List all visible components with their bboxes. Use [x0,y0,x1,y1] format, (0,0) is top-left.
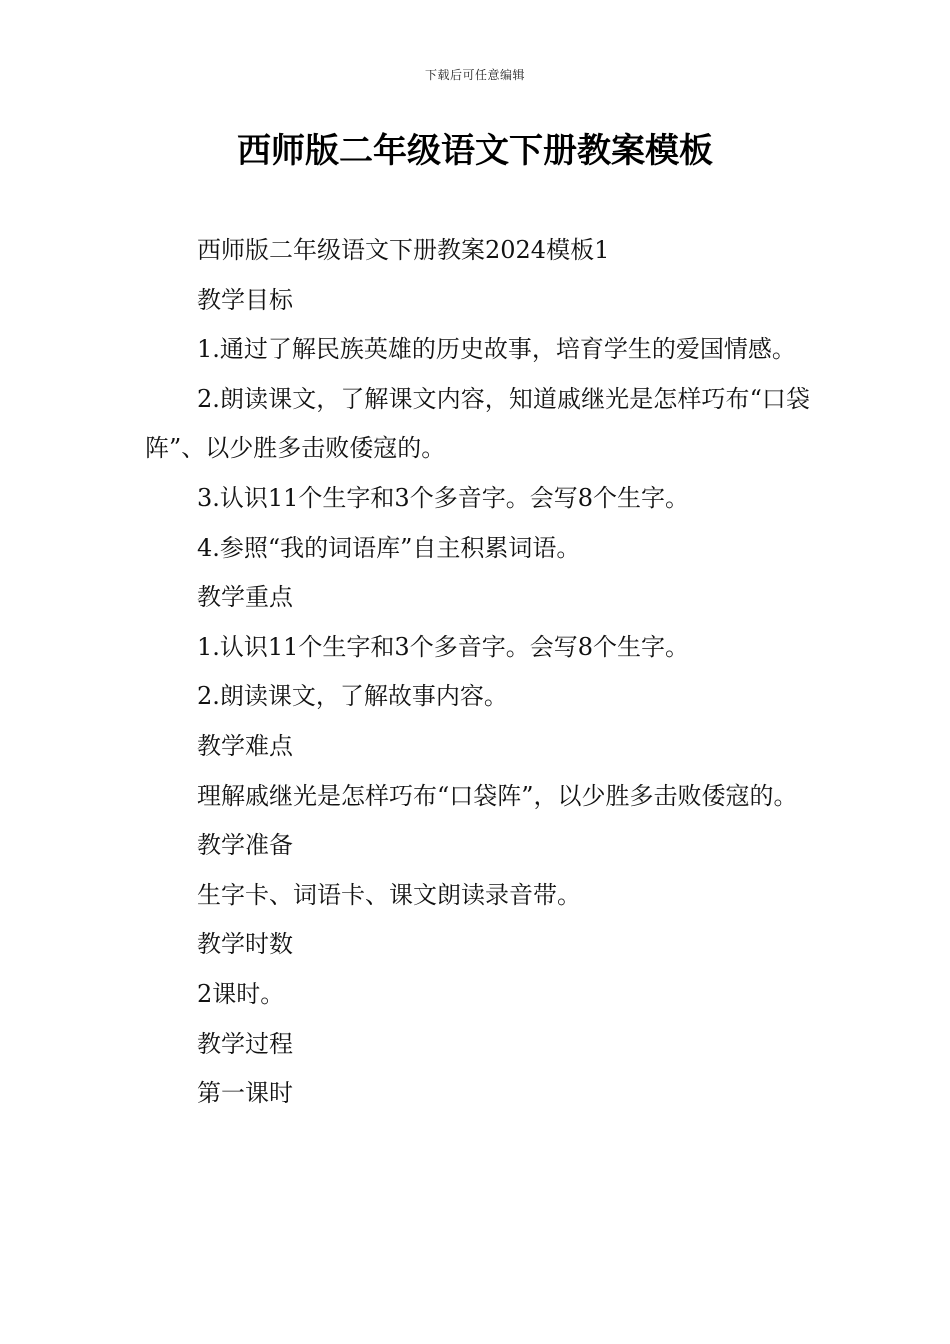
goal-item-3: 3.认识11个生字和3个多音字。会写8个生字。 [197,483,689,512]
goal-item-4: 4.参照“我的词语库”自主积累词语。 [197,533,581,562]
focus-item-1: 1.认识11个生字和3个多音字。会写8个生字。 [197,632,689,661]
difficulty-text: 理解戚继光是怎样巧布“口袋阵”，以少胜多击败倭寇的。 [197,781,798,810]
header-note: 下载后可任意编辑 [424,68,525,82]
heading-teaching-preparation: 教学准备 [197,831,293,860]
focus-item-2: 2.朗读课文，了解故事内容。 [197,682,508,711]
document-body [145,226,810,1119]
heading-teaching-difficulty: 教学难点 [197,731,293,760]
goal-item-1: 1.通过了解民族英雄的历史故事，培育学生的爱国情感。 [197,335,796,364]
heading-teaching-goals: 教学目标 [197,285,293,314]
heading-teaching-focus: 教学重点 [197,583,293,612]
heading-teaching-hours: 教学时数 [197,930,293,959]
first-lesson-heading: 第一课时 [197,1079,293,1108]
goal-item-2: 2.朗读课文，了解课文内容，知道戚继光是怎样巧布“口袋阵”、以少胜多击败倭寇的。 [145,384,810,463]
preparation-text: 生字卡、词语卡、课文朗读录音带。 [197,880,581,909]
heading-teaching-process: 教学过程 [197,1029,293,1058]
hours-text: 2课时。 [197,979,285,1008]
document-title: 西师版二年级语文下册教案模板 [237,131,713,171]
paragraph-subtitle: 西师版二年级语文下册教案2024模板1 [197,236,610,264]
